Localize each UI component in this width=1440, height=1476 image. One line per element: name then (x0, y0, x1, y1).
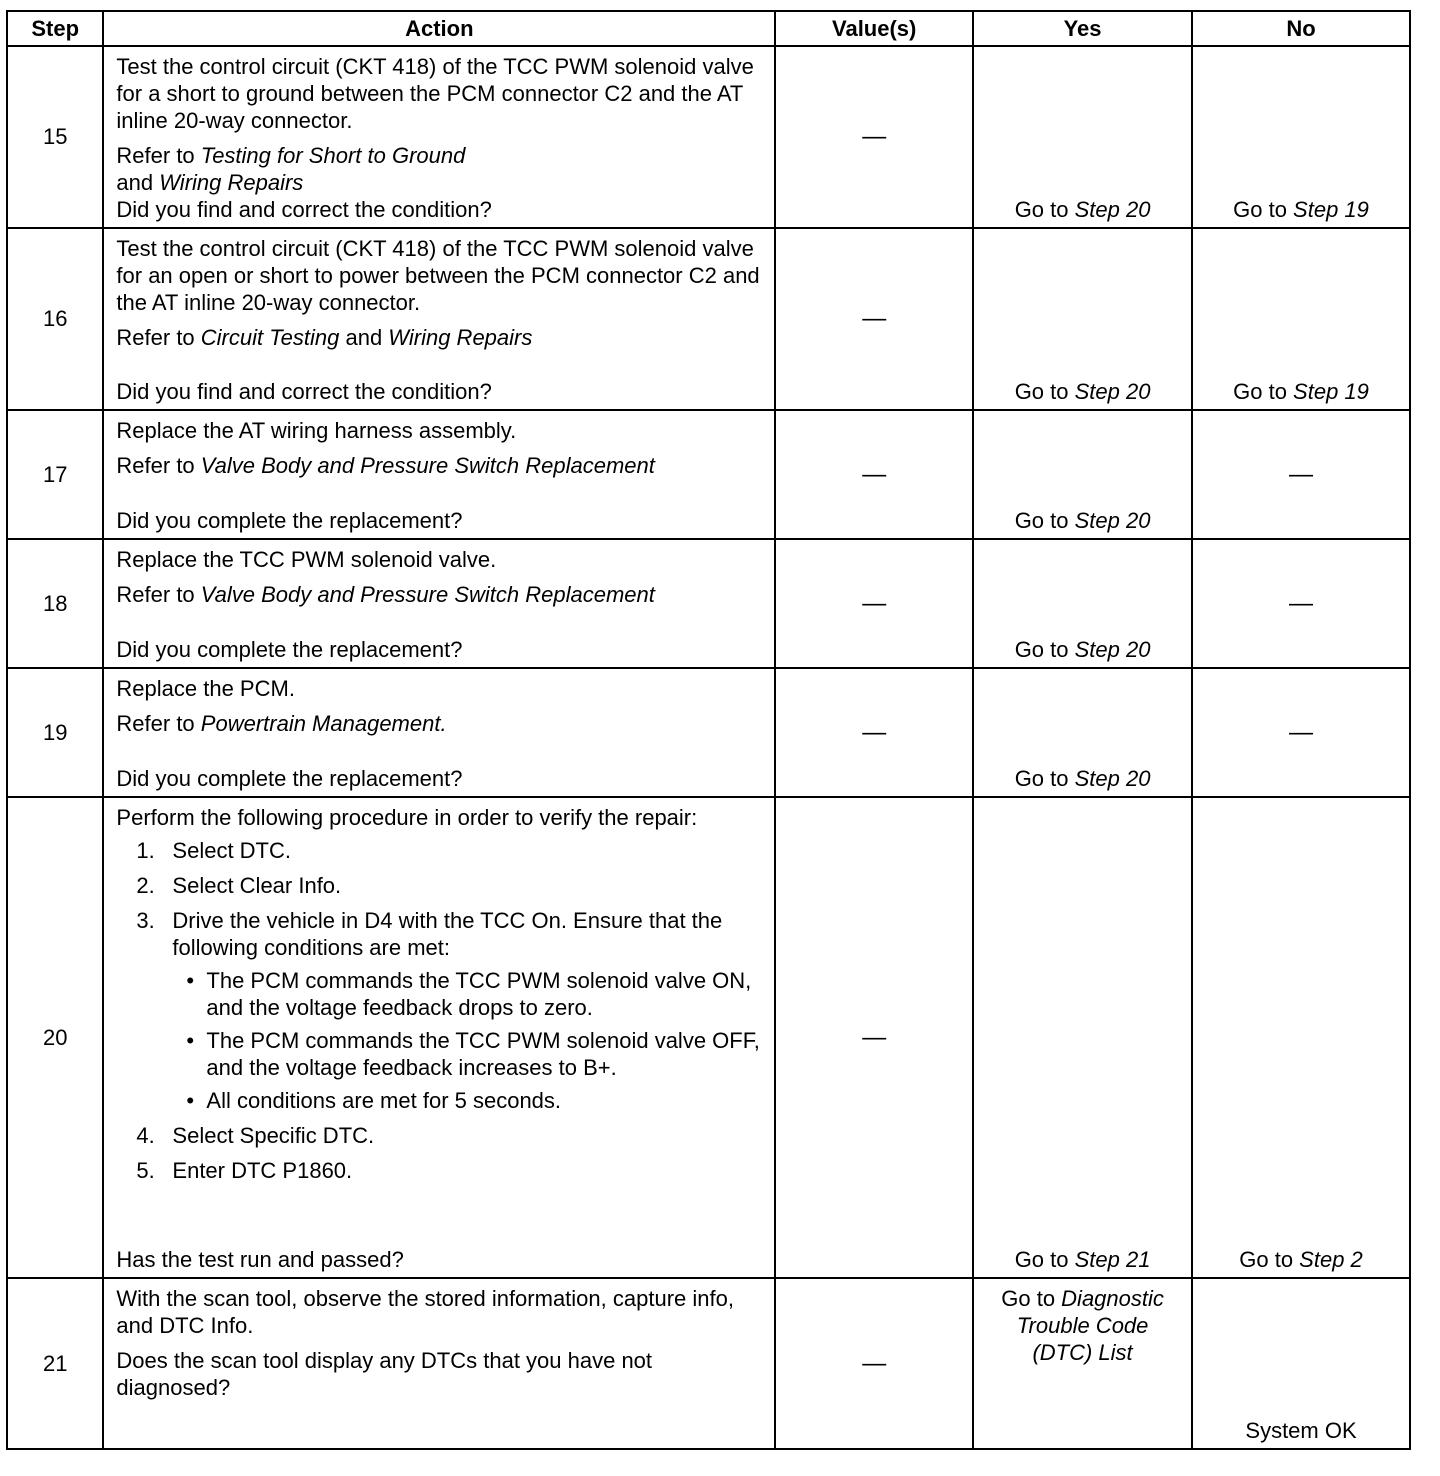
no-result-text: System OK (1245, 1418, 1357, 1443)
no-cell: Go to Step 2 (1192, 797, 1410, 1278)
procedure-item: 1. Select DTC. (136, 838, 291, 863)
refer-link[interactable]: Valve Body and Pressure Switch Replacement (200, 582, 655, 607)
action-text: Test the control circuit (CKT 418) of the TCC PWM solenoid valve for a short to ground between the PCM connector C2 and the AT inline 20-way connector. (116, 54, 754, 133)
action-text: Replace the AT wiring harness assembly. (116, 418, 517, 443)
yes-cell: Go to Diagnostic Trouble Code (DTC) List (973, 1278, 1192, 1449)
yes-cell: Go to Step 20 (973, 668, 1192, 797)
action-text: Perform the following procedure in order to verify the repair: (116, 805, 698, 830)
condition-item: • The PCM commands the TCC PWM solenoid valve ON, and the voltage feedback drops to zero. (172, 967, 764, 1021)
refer-link[interactable]: Wiring Repairs (159, 170, 304, 195)
refer-link[interactable]: Powertrain Management. (200, 711, 447, 736)
no-cell (1192, 410, 1410, 539)
question-text: Did you complete the replacement? (116, 766, 463, 791)
conditions-list (172, 967, 764, 1114)
step-number: 20 (7, 797, 103, 1278)
procedure-item: 3. Drive the vehicle in D4 with the TCC On. Ensure that the following conditions are met: • The PCM commands the TCC PWM solenoid valve ON, and the voltage feedback drops to zero. • The PCM commands the TCC PWM solenoid valve OFF, and the voltage feedback increases to B+. • All conditions are met for 5 seconds. (116, 907, 764, 1114)
table-row (7, 410, 1410, 539)
yes-step-link[interactable]: Step 20 (1074, 766, 1151, 791)
no-step-link[interactable]: Step 2 (1299, 1247, 1363, 1272)
question-text: Did you complete the replacement? (116, 508, 463, 533)
procedure-item: 2. Select Clear Info. (136, 873, 342, 898)
procedure-list (116, 837, 764, 1184)
value-cell: — (775, 1278, 973, 1449)
table-row (7, 1278, 1410, 1449)
condition-item: • The PCM commands the TCC PWM solenoid valve OFF, and the voltage feedback increases to B+. (172, 1027, 764, 1081)
step-number: 16 (7, 228, 103, 410)
action-cell (103, 797, 775, 1278)
question-text: Does the scan tool display any DTCs that you have not diagnosed? (116, 1348, 653, 1400)
action-text: Test the control circuit (CKT 418) of the TCC PWM solenoid valve for an open or short to power between the PCM connector C2 and the AT inline 20-way connector. (116, 236, 760, 315)
value-cell: — (775, 228, 973, 410)
question-text: Did you complete the replacement? (116, 637, 463, 662)
table-row (7, 539, 1410, 668)
no-cell (1192, 668, 1410, 797)
value-cell: — (775, 797, 973, 1278)
yes-cell: Go to Step 20 (973, 46, 1192, 228)
step-number: 18 (7, 539, 103, 668)
no-cell: Go to Step 19 (1192, 228, 1410, 410)
question-text: Has the test run and passed? (116, 1247, 404, 1272)
table-row (7, 797, 1410, 1278)
refer-line: Refer to Circuit Testing and Wiring Repairs (116, 325, 533, 350)
no-cell (1192, 539, 1410, 668)
action-cell (103, 539, 775, 668)
header-action: Action (103, 11, 775, 46)
refer-link[interactable]: Valve Body and Pressure Switch Replacement (200, 453, 655, 478)
step-number: 17 (7, 410, 103, 539)
yes-step-link[interactable]: Step 20 (1074, 508, 1151, 533)
action-text: Replace the PCM. (116, 676, 295, 701)
question-text: Did you find and correct the condition? (116, 197, 492, 222)
action-cell (103, 668, 775, 797)
refer-link[interactable]: Wiring Repairs (388, 325, 533, 350)
value-cell: — (775, 668, 973, 797)
question-text: Did you find and correct the condition? (116, 379, 492, 404)
value-cell: — (775, 46, 973, 228)
no-cell (1192, 1278, 1410, 1449)
no-value: — (1289, 589, 1314, 617)
diagnostic-table (6, 10, 1411, 1450)
action-cell (103, 228, 775, 410)
refer-line: Refer to Valve Body and Pressure Switch Replacement (116, 582, 655, 607)
yes-cell: Go to Step 21 (973, 797, 1192, 1278)
refer-line: Refer to Powertrain Management. (116, 711, 447, 736)
no-value: — (1289, 718, 1314, 746)
header-yes: Yes (973, 11, 1192, 46)
refer-line: Refer to Testing for Short to Ground and Wiring Repairs (116, 143, 466, 195)
no-value: — (1289, 460, 1314, 488)
no-step-link[interactable]: Step 19 (1293, 197, 1369, 222)
step-number: 21 (7, 1278, 103, 1449)
header-values: Value(s) (775, 11, 973, 46)
table-row (7, 46, 1410, 228)
yes-cell: Go to Step 20 (973, 228, 1192, 410)
action-text: Replace the TCC PWM solenoid valve. (116, 547, 497, 572)
procedure-item: 4. Select Specific DTC. (136, 1123, 375, 1148)
no-step-link[interactable]: Step 19 (1293, 379, 1369, 404)
yes-step-link[interactable]: Step 20 (1074, 197, 1151, 222)
refer-line: Refer to Valve Body and Pressure Switch Replacement (116, 453, 655, 478)
condition-item: • All conditions are met for 5 seconds. (172, 1087, 764, 1114)
no-cell: Go to Step 19 (1192, 46, 1410, 228)
header-row (7, 11, 1410, 46)
action-text: With the scan tool, observe the stored information, capture info, and DTC Info. (116, 1286, 734, 1338)
step-number: 19 (7, 668, 103, 797)
value-cell: — (775, 410, 973, 539)
yes-step-link[interactable]: Step 20 (1074, 637, 1151, 662)
action-cell (103, 410, 775, 539)
yes-step-link[interactable]: Step 21 (1074, 1247, 1151, 1272)
value-cell: — (775, 539, 973, 668)
yes-dtc-list-link[interactable]: Diagnostic Trouble Code (DTC) List (1016, 1286, 1164, 1365)
procedure-item: 5. Enter DTC P1860. (136, 1158, 353, 1183)
action-cell (103, 1278, 775, 1449)
table-row (7, 668, 1410, 797)
yes-step-link[interactable]: Step 20 (1074, 379, 1151, 404)
action-cell (103, 46, 775, 228)
refer-link[interactable]: Circuit Testing (200, 325, 340, 350)
table-row (7, 228, 1410, 410)
header-no: No (1192, 11, 1410, 46)
refer-link[interactable]: Testing for Short to Ground (200, 143, 466, 168)
header-step: Step (7, 11, 103, 46)
yes-cell: Go to Step 20 (973, 410, 1192, 539)
step-number: 15 (7, 46, 103, 228)
yes-cell: Go to Step 20 (973, 539, 1192, 668)
